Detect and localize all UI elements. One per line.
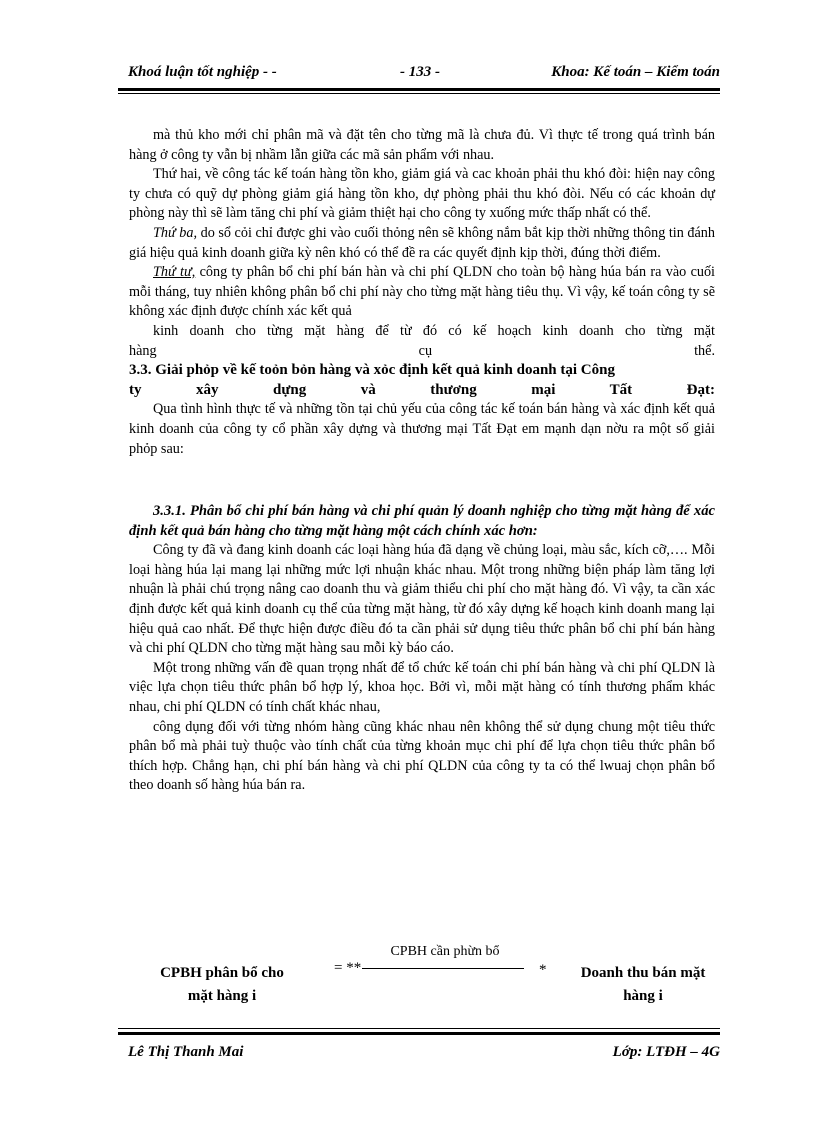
header-rule-thin bbox=[118, 93, 720, 94]
formula-right-line2: hàng i bbox=[623, 988, 663, 1004]
footer-rule-thick bbox=[118, 1032, 720, 1035]
footer-class: Lớp: LTĐH – 4G bbox=[612, 1044, 720, 1060]
paragraph-lead: Thứ tư, bbox=[153, 264, 196, 281]
page-footer bbox=[128, 1044, 720, 1066]
paragraph: Một trong những vấn đề quan trọng nhất để tổ chức kế toán chi phí bán hàng và chi phí QLDN là việc lựa chọn tiêu thức phân bổ hợp lý, khoa học. Bởi vì, mỗi mặt hàng có tính thương phẩm khác nhau, chi phí QLDN có tính chất khác nhau, bbox=[129, 659, 715, 716]
page-number: - 133 - bbox=[400, 64, 440, 80]
paragraph: Công ty đã và đang kinh doanh các loại hàng húa đã dạng về chủng loại, màu sắc, kích cỡ,…. Mỗi loại hàng húa lại mang lại những mức lợi nhuận khác nhau. Một trong những biện pháp làm tăng lợi nhuận là phải chú trọng nâng cao doanh thu và giảm thiểu chi phí cho mặt hàng đó. Vì vậy, ta cần xác định được kết quả kinh doanh cụ thể của từng mặt hàng, từ đó xây dựng kế hoạch kinh doanh mang lại hiệu quả cao nhất. Để thực hiện được điều đó ta cần phải sử dụng tiêu thức phân bổ chi phí bán hàng và chi phí QLDN cho từng mặt hàng sau mỗi kỳ báo cáo. bbox=[129, 542, 715, 657]
paragraph-line: hàng cụ thể. bbox=[129, 342, 715, 359]
formula-left-line1: CPBH phân bổ cho bbox=[160, 965, 284, 981]
header-thesis-title: Khoá luận tốt nghiệp - - bbox=[128, 64, 277, 80]
formula-left-term bbox=[147, 962, 297, 1008]
paragraph bbox=[129, 224, 715, 263]
paragraph-lead: Thứ ba, bbox=[153, 224, 198, 241]
formula-equals: = ** bbox=[334, 960, 362, 976]
subsection-heading: 3.3.1. Phân bổ chi phí bán hàng và chi phí quản lý doanh nghiệp cho từng mặt hàng để xác định kết quả bán hàng cho từng mặt hàng một cách chính xác hơn: bbox=[129, 503, 715, 539]
paragraph: mà thủ kho mới chỉ phân mã và đặt tên cho từng mã là chưa đủ. Vì thực tế trong quá trình bán hàng ở công ty vẫn bị nhầm lẫn giữa các mã sản phẩm với nhau. bbox=[129, 127, 715, 163]
section-heading-cont: ty xây dựng và thương mại Tất Đạt: bbox=[129, 381, 715, 398]
paragraph-line: kinh doanh cho từng mặt hàng để từ đó có kế hoạch kinh doanh cho từng mặt bbox=[153, 322, 715, 339]
footer-author: Lê Thị Thanh Mai bbox=[128, 1044, 244, 1060]
header-faculty: Khoa: Kế toán – Kiểm toán bbox=[551, 64, 720, 80]
paragraph: công dụng đối với từng nhóm hàng cũng khác nhau nên không thể sử dụng chung một tiêu thức phân bổ mà phải tuỳ thuộc vào tính chất của từng khoản mục chi phí để lựa chọn tiêu thức phân bổ thích hợp. Chẳng hạn, chi phí bán hàng và chi phí QLDN của công ty ta có thể lwuaj chọn phân bổ theo doanh số hàng húa bán ra. bbox=[129, 718, 715, 794]
page-header bbox=[128, 64, 720, 86]
body-text bbox=[129, 126, 715, 796]
formula-numerator: CPBH cần phừn bổ bbox=[390, 944, 500, 959]
formula-multiply: * bbox=[539, 962, 547, 978]
paragraph-text: công ty phân bổ chi phí bán hàn và chi phí QLDN cho toàn bộ hàng húa bán ra vào cuối mỗi tháng, tuy nhiên không phân bổ chi phí này cho từng mặt hàng tiêu thụ. Vì vậy, kế toán công ty sẽ không xác định được chính xác kết quả bbox=[129, 264, 715, 320]
section-heading: 3.3. Giải phỏp về kế toỏn bỏn hàng và xỏc định kết quả kinh doanh tại Công bbox=[129, 362, 615, 379]
fraction-bar bbox=[362, 968, 524, 969]
paragraph bbox=[129, 263, 715, 322]
formula-left-line2: mặt hàng i bbox=[187, 988, 257, 1004]
paragraph: Thứ hai, về công tác kế toán hàng tồn kho, giảm giá và cac khoản phải thu khó đòi: hiện nay công ty chưa có quỹ dự phòng giảm giá hàng tồn kho, dự phòng phải thu khó đòi. Nếu có các khoản dự phòng này thì sẽ làm tăng chi phí và giảm thiệt hại cho công ty xuống mức thấp nhất có thể. bbox=[129, 166, 715, 222]
allocation-formula bbox=[129, 944, 715, 1010]
formula-right-term bbox=[563, 962, 723, 1008]
footer-rule-thin bbox=[118, 1028, 720, 1029]
paragraph-text: do sổ cỏi chỉ được ghi vào cuối thỏng nên sẽ không nắm bắt kịp thời những thông tin đánh giá hiệu quả kinh doanh giữa kỳ nên khó có thể đề ra các quyết định kịp thời, đúng thời điểm. bbox=[129, 224, 715, 261]
paragraph: Qua tình hình thực tế và những tồn tại chủ yếu của công tác kế toán bán hàng và xác định kết quả kinh doanh của công ty cổ phần xây dựng và thương mại Tất Đạt em mạnh dạn nờu ra một số giải phỏp sau: bbox=[129, 401, 715, 457]
header-rule-thick bbox=[118, 88, 720, 91]
formula-right-line1: Doanh thu bán mặt bbox=[580, 965, 706, 981]
